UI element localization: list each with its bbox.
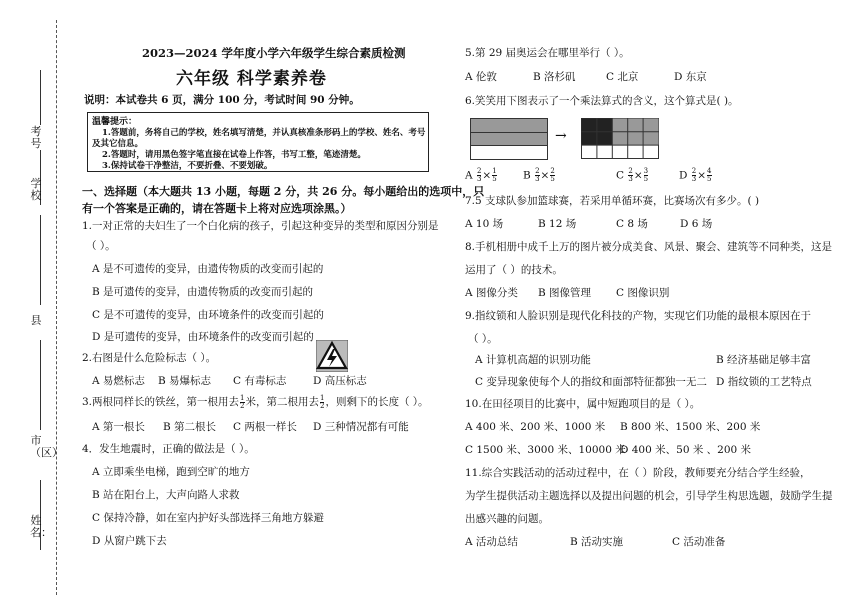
q6-d-d2: 5 [707, 175, 712, 183]
name-label: 姓名： [30, 514, 52, 539]
q3-frac1-num: 1 [240, 393, 245, 402]
q6-b-frac2 [550, 168, 554, 183]
q8-line1: 8.手机相册中成千上万的图片被分成美食、风景、聚会、建筑等不同种类，这是 [465, 241, 833, 253]
q6-option-d: D $\frac{2}{3}$ × $\frac{4}{5}$ [679, 167, 712, 183]
q3-part3: ，则剩下的长度（ ）。 [325, 396, 429, 408]
q2-stem: 2.右图是什么危险标志（ ）。 [82, 352, 217, 364]
tips-line-2: 2.答题时，请用黑色签字笔直接在试卷上作答，书写工整，笔迹清楚。 [102, 150, 366, 160]
q6-c-n2: 3 [643, 167, 649, 175]
q6-d-n1: 2 [691, 167, 697, 175]
q3-fraction-2 [320, 395, 324, 410]
q6-a-d1: 3 [476, 175, 482, 183]
q10-option-b: B 800 米、1500 米、200 米 [620, 421, 761, 433]
q6-b-d2: 5 [550, 175, 555, 183]
q6-b-n1: 2 [535, 167, 540, 175]
q6-d-n2: 4 [707, 167, 712, 175]
q9-line2: （ ）。 [468, 333, 498, 345]
q6-d-frac1 [692, 168, 696, 183]
q8-line2: 运用了（ ）的技术。 [465, 264, 563, 276]
q10-stem: 10.在田径项目的比赛中，属中短跑项目的是（ ）。 [465, 398, 701, 410]
q6-a-letter: A [465, 169, 473, 182]
q5-option-d: D 东京 [674, 71, 707, 83]
q1-option-b: B 是可遗传的变异，由遗传物质的改变而引起的 [92, 286, 314, 298]
q11-option-a: A 活动总结 [465, 536, 518, 548]
q6-figure-product [581, 118, 659, 160]
q2-option-c: C 有毒标志 [233, 375, 287, 387]
q3-stem [82, 394, 429, 410]
q7-option-b: B 12 场 [538, 218, 577, 230]
q11-option-c: C 活动准备 [672, 536, 726, 548]
q2-option-b: B 易爆标志 [158, 375, 212, 387]
tips-line-1: 1.答题前，务将自己的学校，姓名填写清楚，并认真核准条形码上的学校、姓名、考号 [102, 128, 426, 138]
q6-c-letter: C [616, 169, 625, 182]
q6-c-d1: 3 [628, 175, 633, 183]
q9-option-a: A 计算机高超的识别功能 [475, 354, 591, 366]
q10-option-d: D 400 米、50 米 、200 米 [620, 444, 752, 456]
county-line [40, 215, 41, 305]
q3-frac2-num: 1 [320, 393, 325, 402]
q2-option-d: D 高压标志 [313, 375, 367, 387]
q8-option-b: B 图像管理 [538, 287, 592, 299]
county-label: 县 [30, 314, 42, 327]
q4-option-d: D 从窗户跳下去 [92, 535, 167, 547]
q4-option-c: C 保持冷静，如在室内护好头部选择三角地方躲避 [92, 512, 324, 524]
binding-margin [0, 0, 62, 608]
q6-b-letter: B [523, 169, 531, 182]
q6-stem: 6.笑笑用下图表示了一个乘法算式的含义，这个算式是( )。 [465, 95, 739, 107]
q6-option-a: A $\frac{2}{3}$ × $\frac{1}{5}$ [465, 167, 497, 183]
q5-option-c: C 北京 [606, 71, 639, 83]
q9-line1: 9.指纹锁和人脸识别是现代化科技的产物，实现它们功能的最根本原因在于 [465, 310, 812, 322]
q10-option-c: C 1500 米、3000 米、10000 米 [465, 444, 626, 456]
fold-line [56, 20, 57, 595]
school-label: 学校 [30, 177, 42, 202]
q6-option-b: B $\frac{2}{3}$ × $\frac{2}{5}$ [523, 167, 555, 183]
q4-stem: 4．发生地震时，正确的做法是（ ）。 [82, 443, 255, 455]
q1-option-a: A 是不可遗传的变异，由遗传物质的改变而引起的 [92, 263, 324, 275]
q4-option-a: A 立即乘坐电梯，跑到空旷的地方 [92, 466, 250, 478]
q6-d-d1: 3 [691, 175, 697, 183]
q6-arrow: → [555, 128, 567, 144]
city-line [40, 340, 41, 430]
kaohao-label: 考号 [30, 125, 42, 150]
q6-a-n2: 1 [492, 167, 497, 175]
tips-line-1b: 及其它信息。 [92, 139, 144, 149]
q11-line2: 为学生提供活动主题选择以及提出问题的机会，引导学生构思选题，鼓励学生提 [465, 490, 833, 502]
tips-line-3: 3.保持试卷干净整洁，不要折叠、不要划破。 [102, 161, 273, 171]
q5-option-b: B 洛杉矶 [533, 71, 576, 83]
q1-option-d: D 是可遗传的变异，由环境条件的改变而引起的 [92, 331, 314, 343]
q3-option-a: A 第一根长 [92, 421, 145, 433]
q6-a-d2: 5 [492, 175, 497, 183]
q8-option-a: A 图像分类 [465, 287, 518, 299]
q6-option-c: C $\frac{2}{3}$ × $\frac{3}{5}$ [616, 167, 649, 183]
q3-frac2-den: 2 [320, 401, 325, 410]
q6-c-frac1 [628, 168, 632, 183]
q8-option-c: C 图像识别 [616, 287, 670, 299]
kaohao-line [40, 70, 41, 125]
q3-part2: 米，第二根用去 [245, 396, 319, 408]
q5-option-a: A 伦敦 [465, 71, 497, 83]
q6-c-n1: 2 [628, 167, 633, 175]
q6-a-frac2 [492, 168, 496, 183]
q6-d-frac2 [707, 168, 711, 183]
q9-option-c: C 变异现象使每个人的指纹和面部特征都独一无二 [475, 376, 707, 388]
q7-stem: 7.5 支球队参加篮球赛，若采用单循环赛，比赛场次有多少。( ) [465, 195, 760, 207]
q6-b-n2: 2 [550, 167, 555, 175]
q2-option-a: A 易燃标志 [92, 375, 145, 387]
q11-line3: 出感兴趣的问题。 [465, 513, 549, 525]
q11-line1: 11.综合实践活动的活动过程中，在（ ）阶段，教师要充分结合学生经验， [465, 467, 811, 479]
q7-option-c: C 8 场 [616, 218, 648, 230]
q7-option-a: A 10 场 [465, 218, 504, 230]
q1-line2: （ ）。 [86, 240, 116, 252]
city-label: 市（区） [30, 434, 63, 459]
q3-part1: 3.两根同样长的铁丝，第一根用去 [82, 396, 240, 408]
q6-b-d1: 3 [535, 175, 540, 183]
q10-option-a: A 400 米、200 米、1000 米 [465, 421, 606, 433]
q5-stem: 5.第 29 届奥运会在哪里举行（ ）。 [465, 47, 630, 59]
q4-option-b: B 站在阳台上，大声向路人求救 [92, 489, 240, 501]
tips-heading: 温馨提示： [92, 117, 138, 127]
q1-option-c: C 是不可遗传的变异，由环境条件的改变而引起的 [92, 309, 324, 321]
q3-option-d: D 三种情况都有可能 [313, 421, 409, 433]
q3-option-b: B 第二根长 [163, 421, 217, 433]
exam-title: 2023—2024 学年度小学六年级学生综合素质检测 [142, 46, 406, 60]
q6-a-frac1 [477, 168, 481, 183]
q3-option-c: C 两根一样长 [233, 421, 297, 433]
section1-line1: 一、选择题（本大题共 13 小题，每题 2 分，共 26 分。每小题给出的选项中，只 [82, 185, 485, 198]
q9-option-d: D 指纹锁的工艺特点 [716, 376, 812, 388]
q9-option-b: B 经济基础足够丰富 [716, 354, 812, 366]
exam-instructions: 说明：本试卷共 6 页，满分 100 分，考试时间 90 分钟。 [84, 94, 360, 106]
high-voltage-warning-icon [316, 340, 348, 372]
q6-a-n1: 2 [476, 167, 482, 175]
exam-subtitle: 六年级 科学素养卷 [176, 69, 327, 89]
q6-b-frac1 [535, 168, 539, 183]
q6-figure-whole [470, 118, 548, 160]
q3-fraction-1 [240, 395, 244, 410]
q3-frac1-den: 2 [240, 401, 245, 410]
q7-option-d: D 6 场 [680, 218, 713, 230]
q6-c-d2: 5 [643, 175, 649, 183]
q6-c-frac2 [644, 168, 648, 183]
q6-d-letter: D [679, 169, 688, 182]
section1-line2: 有一个答案是正确的，请在答题卡上将对应选项涂黑。） [82, 202, 352, 215]
q11-option-b: B 活动实施 [570, 536, 624, 548]
q1-line1: 1.一对正常的夫妇生了一个白化病的孩子，引起这种变异的类型和原因分别是 [82, 220, 439, 232]
